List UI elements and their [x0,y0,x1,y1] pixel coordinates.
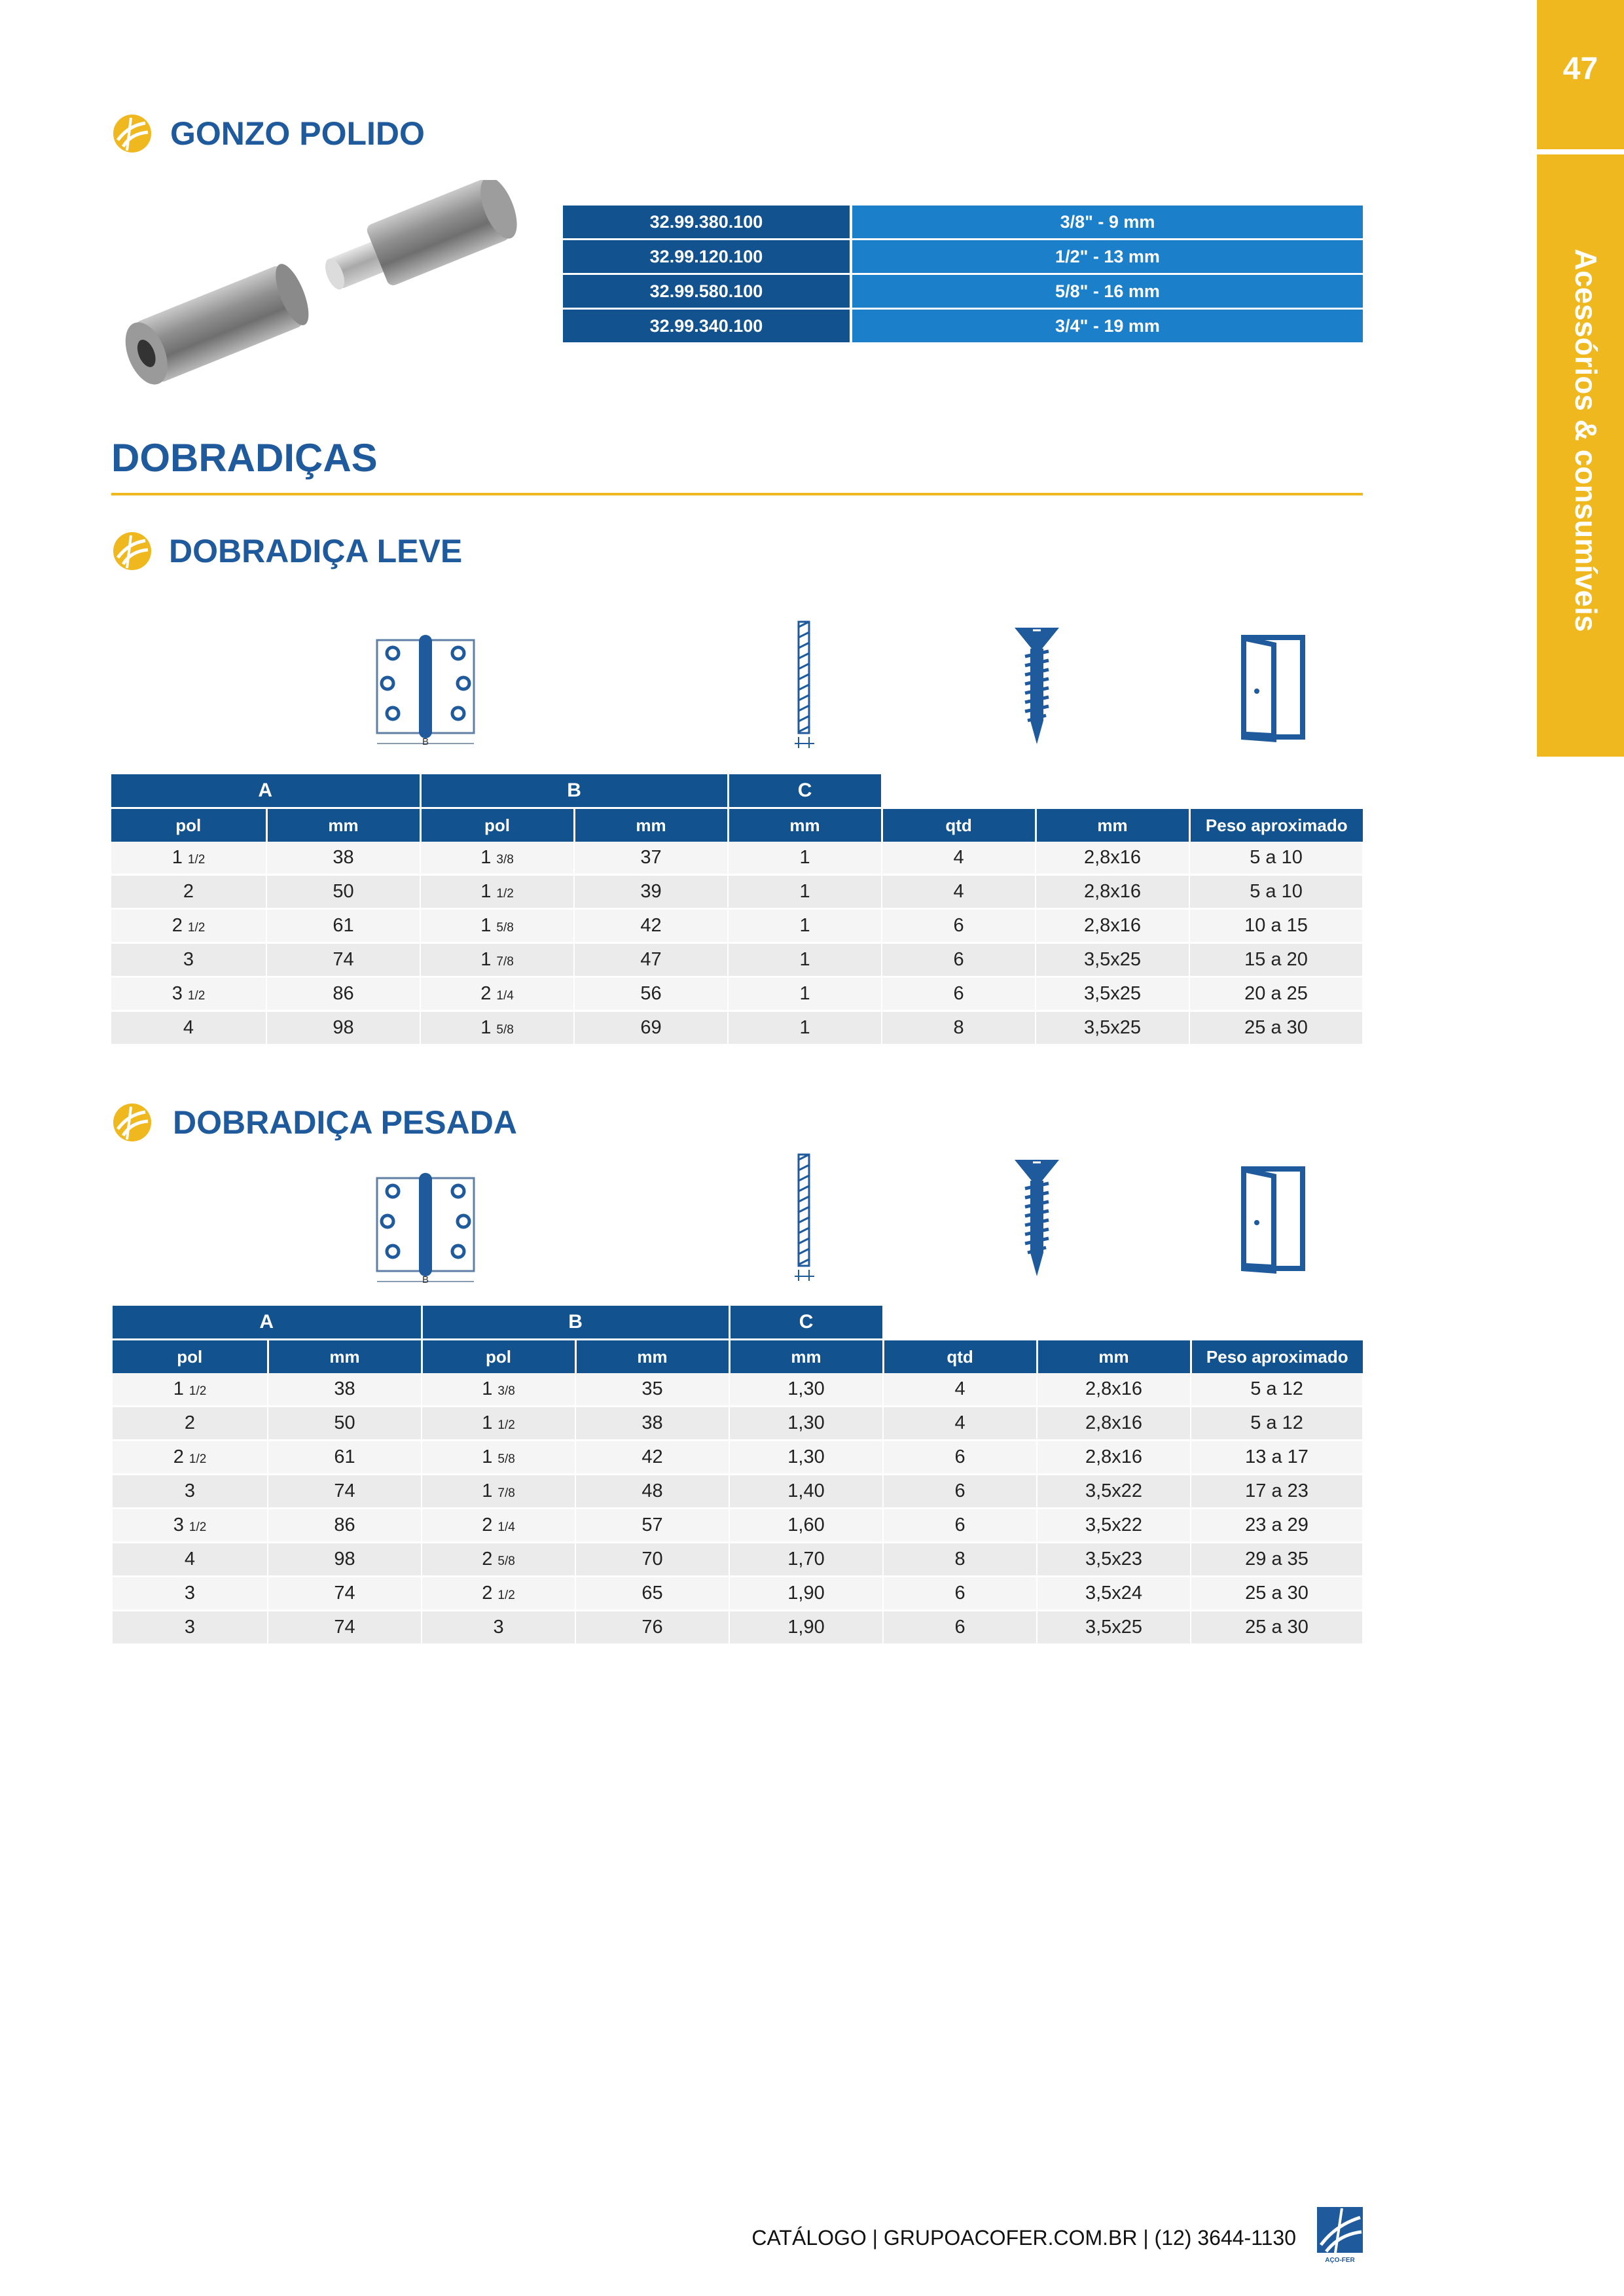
group-header-b: B [422,1306,729,1340]
footer-contact: CATÁLOGO | GRUPOACOFER.COM.BR | (12) 3644-1130 [751,2226,1296,2250]
cell-a-pol: 1 1/2 [111,842,266,875]
cell-peso: 5 a 10 [1189,875,1363,909]
cell-b-pol: 1 7/8 [420,943,574,977]
cell-c-mm: 1 [728,842,882,875]
product-size: 3/4" - 19 mm [852,310,1363,342]
table-row [113,1373,1363,1407]
screw-icon [1013,1157,1060,1278]
cell-a-mm: 74 [268,1475,422,1509]
leve-title: DOBRADIÇA LEVE [169,533,463,569]
page-number: 47 [1562,52,1598,86]
cell-a-pol: 3 [113,1475,268,1509]
cell-c-mm: 1,60 [729,1509,883,1543]
cell-b-mm: 56 [574,977,728,1011]
cell-b-mm: 35 [575,1373,729,1407]
cell-c-mm: 1 [728,875,882,909]
section-bullet-icon [111,530,153,572]
svg-text:AÇO-FER: AÇO-FER [1325,2257,1355,2264]
column-header: mm [729,1340,883,1374]
cell-qtd: 6 [882,943,1036,977]
cell-peso: 23 a 29 [1191,1509,1363,1543]
cell-b-pol: 2 1/2 [422,1577,575,1611]
cell-c-mm: 1,90 [729,1577,883,1611]
cell-peso: 25 a 30 [1191,1577,1363,1611]
cell-a-mm: 98 [266,1011,420,1045]
cell-a-mm: 74 [266,943,420,977]
cell-qtd: 4 [883,1407,1037,1441]
cell-b-pol: 3 [422,1611,575,1645]
cell-screw: 3,5x25 [1037,1611,1191,1645]
cell-screw: 2,8x16 [1036,842,1189,875]
cell-qtd: 4 [883,1373,1037,1407]
cell-peso: 10 a 15 [1189,909,1363,943]
cell-peso: 17 a 23 [1191,1475,1363,1509]
product-code: 32.99.120.100 [563,240,850,273]
pesada-rows [113,1373,1363,1645]
page-number-tab [1537,0,1624,149]
cell-b-mm: 38 [575,1407,729,1441]
cell-b-pol: 1 5/8 [422,1441,575,1475]
cell-peso: 5 a 12 [1191,1407,1363,1441]
cell-a-pol: 4 [113,1543,268,1577]
leve-rows [111,842,1363,1045]
cell-screw: 3,5x25 [1036,943,1189,977]
cell-peso: 15 a 20 [1189,943,1363,977]
column-header: Peso aproximado [1189,808,1363,842]
cell-a-mm: 38 [266,842,420,875]
column-header: pol [113,1340,268,1374]
column-header: mm [1037,1340,1191,1374]
acofer-logo-icon [1316,2206,1364,2265]
cell-peso: 5 a 12 [1191,1373,1363,1407]
plate-thickness-icon [792,1153,818,1281]
group-header-a: A [113,1306,422,1340]
gonzo-title: GONZO POLIDO [170,115,425,152]
cell-peso: 25 a 30 [1189,1011,1363,1045]
cell-qtd: 8 [883,1543,1037,1577]
hinge-label: B [422,1274,429,1285]
section-bullet-icon [111,113,153,154]
table-row [111,842,1363,875]
cell-a-mm: 86 [268,1509,422,1543]
cell-qtd: 6 [883,1441,1037,1475]
cell-qtd: 6 [883,1475,1037,1509]
cell-c-mm: 1,70 [729,1543,883,1577]
table-row [113,1441,1363,1475]
cell-a-mm: 50 [266,875,420,909]
plate-thickness-icon [792,620,818,748]
door-icon [1237,634,1309,745]
cell-a-mm: 61 [268,1441,422,1475]
cell-b-mm: 47 [574,943,728,977]
cell-c-mm: 1 [728,1011,882,1045]
gonzo-product-image [115,180,533,389]
section-title: Acessórios & consumíveis [1569,249,1603,632]
table-row [113,1543,1363,1577]
cell-c-mm: 1 [728,909,882,943]
column-header: pol [111,808,266,842]
cell-c-mm: 1,30 [729,1373,883,1407]
cell-peso: 20 a 25 [1189,977,1363,1011]
cell-screw: 3,5x22 [1037,1509,1191,1543]
table-row [563,275,1363,308]
cell-a-mm: 50 [268,1407,422,1441]
cell-c-mm: 1 [728,943,882,977]
section-bullet-icon [111,1102,153,1143]
column-header: qtd [882,808,1036,842]
cell-peso: 5 a 10 [1189,842,1363,875]
cell-a-mm: 74 [268,1577,422,1611]
cell-b-mm: 37 [574,842,728,875]
table-row [113,1407,1363,1441]
cell-b-pol: 2 1/4 [420,977,574,1011]
cell-qtd: 4 [882,842,1036,875]
column-header: mm [268,1340,422,1374]
cell-c-mm: 1,90 [729,1611,883,1645]
cell-b-mm: 39 [574,875,728,909]
cell-b-mm: 42 [575,1441,729,1475]
cell-a-pol: 3 1/2 [113,1509,268,1543]
cell-screw: 3,5x24 [1037,1577,1191,1611]
column-header: mm [266,808,420,842]
table-row [113,1611,1363,1645]
column-header: qtd [883,1340,1037,1374]
pesada-title: DOBRADIÇA PESADA [173,1104,517,1141]
cell-a-pol: 4 [111,1011,266,1045]
cell-peso: 25 a 30 [1191,1611,1363,1645]
cell-b-mm: 65 [575,1577,729,1611]
cell-b-pol: 1 5/8 [420,909,574,943]
cell-a-pol: 2 [113,1407,268,1441]
column-header: pol [422,1340,575,1374]
table-row [111,1011,1363,1045]
table-row [111,977,1363,1011]
cell-screw: 2,8x16 [1036,909,1189,943]
table-row [563,310,1363,342]
product-code: 32.99.580.100 [563,275,850,308]
column-header: mm [728,808,882,842]
cell-a-pol: 3 [111,943,266,977]
cell-a-pol: 3 1/2 [111,977,266,1011]
table-row [113,1577,1363,1611]
cell-screw: 2,8x16 [1037,1407,1191,1441]
cell-b-pol: 1 1/2 [422,1407,575,1441]
cell-c-mm: 1 [728,977,882,1011]
hinge-diagram-icon [373,634,478,750]
product-code: 32.99.340.100 [563,310,850,342]
cell-c-mm: 1,40 [729,1475,883,1509]
cell-a-mm: 61 [266,909,420,943]
table-row [563,206,1363,238]
cell-a-pol: 2 1/2 [111,909,266,943]
cell-qtd: 6 [883,1577,1037,1611]
table-row [111,943,1363,977]
cell-b-mm: 57 [575,1509,729,1543]
cell-screw: 2,8x16 [1036,875,1189,909]
column-header: mm [1036,808,1189,842]
cell-a-mm: 74 [268,1611,422,1645]
cell-a-pol: 3 [113,1611,268,1645]
group-header-b: B [420,774,728,808]
product-size: 5/8" - 16 mm [852,275,1363,308]
column-header: pol [420,808,574,842]
cell-qtd: 6 [883,1611,1037,1645]
cell-peso: 13 a 17 [1191,1441,1363,1475]
cell-a-pol: 3 [113,1577,268,1611]
table-row [111,875,1363,909]
cell-qtd: 6 [883,1509,1037,1543]
product-size: 1/2" - 13 mm [852,240,1363,273]
tab-divider [1537,149,1624,154]
cell-a-pol: 2 [111,875,266,909]
cell-a-pol: 1 1/2 [113,1373,268,1407]
cell-a-mm: 38 [268,1373,422,1407]
column-header: mm [574,808,728,842]
dobradicas-title: DOBRADIÇAS [111,436,378,480]
group-header-c: C [728,774,882,808]
hinge-label: B [422,736,429,747]
screw-icon [1013,625,1060,745]
product-code: 32.99.380.100 [563,206,850,238]
cell-b-pol: 1 3/8 [420,842,574,875]
cell-a-pol: 2 1/2 [113,1441,268,1475]
cell-b-pol: 1 3/8 [422,1373,575,1407]
gonzo-code-table [563,206,1363,344]
cell-qtd: 4 [882,875,1036,909]
cell-c-mm: 1,30 [729,1441,883,1475]
table-row [563,240,1363,273]
cell-screw: 3,5x25 [1036,977,1189,1011]
product-size: 3/8" - 9 mm [852,206,1363,238]
cell-b-pol: 1 5/8 [420,1011,574,1045]
cell-b-mm: 70 [575,1543,729,1577]
pesada-spec-table [113,1306,1363,1645]
cell-a-mm: 98 [268,1543,422,1577]
cell-b-mm: 42 [574,909,728,943]
cell-qtd: 6 [882,977,1036,1011]
cell-screw: 3,5x25 [1036,1011,1189,1045]
cell-qtd: 8 [882,1011,1036,1045]
cell-b-pol: 1 1/2 [420,875,574,909]
cell-b-pol: 1 7/8 [422,1475,575,1509]
cell-b-pol: 2 5/8 [422,1543,575,1577]
table-row [111,909,1363,943]
column-header: Peso aproximado [1191,1340,1363,1374]
cell-qtd: 6 [882,909,1036,943]
cell-peso: 29 a 35 [1191,1543,1363,1577]
cell-b-mm: 76 [575,1611,729,1645]
cell-screw: 3,5x23 [1037,1543,1191,1577]
cell-screw: 3,5x22 [1037,1475,1191,1509]
hinge-diagram-icon [373,1172,478,1288]
door-icon [1237,1165,1309,1276]
cell-a-mm: 86 [266,977,420,1011]
leve-spec-table [111,774,1363,1046]
group-header-a: A [111,774,420,808]
table-row [113,1509,1363,1543]
cell-b-mm: 69 [574,1011,728,1045]
cell-screw: 2,8x16 [1037,1373,1191,1407]
section-divider [111,493,1363,495]
table-row [113,1475,1363,1509]
cell-c-mm: 1,30 [729,1407,883,1441]
column-header: mm [575,1340,729,1374]
cell-b-pol: 2 1/4 [422,1509,575,1543]
group-header-c: C [729,1306,883,1340]
cell-b-mm: 48 [575,1475,729,1509]
cell-screw: 2,8x16 [1037,1441,1191,1475]
